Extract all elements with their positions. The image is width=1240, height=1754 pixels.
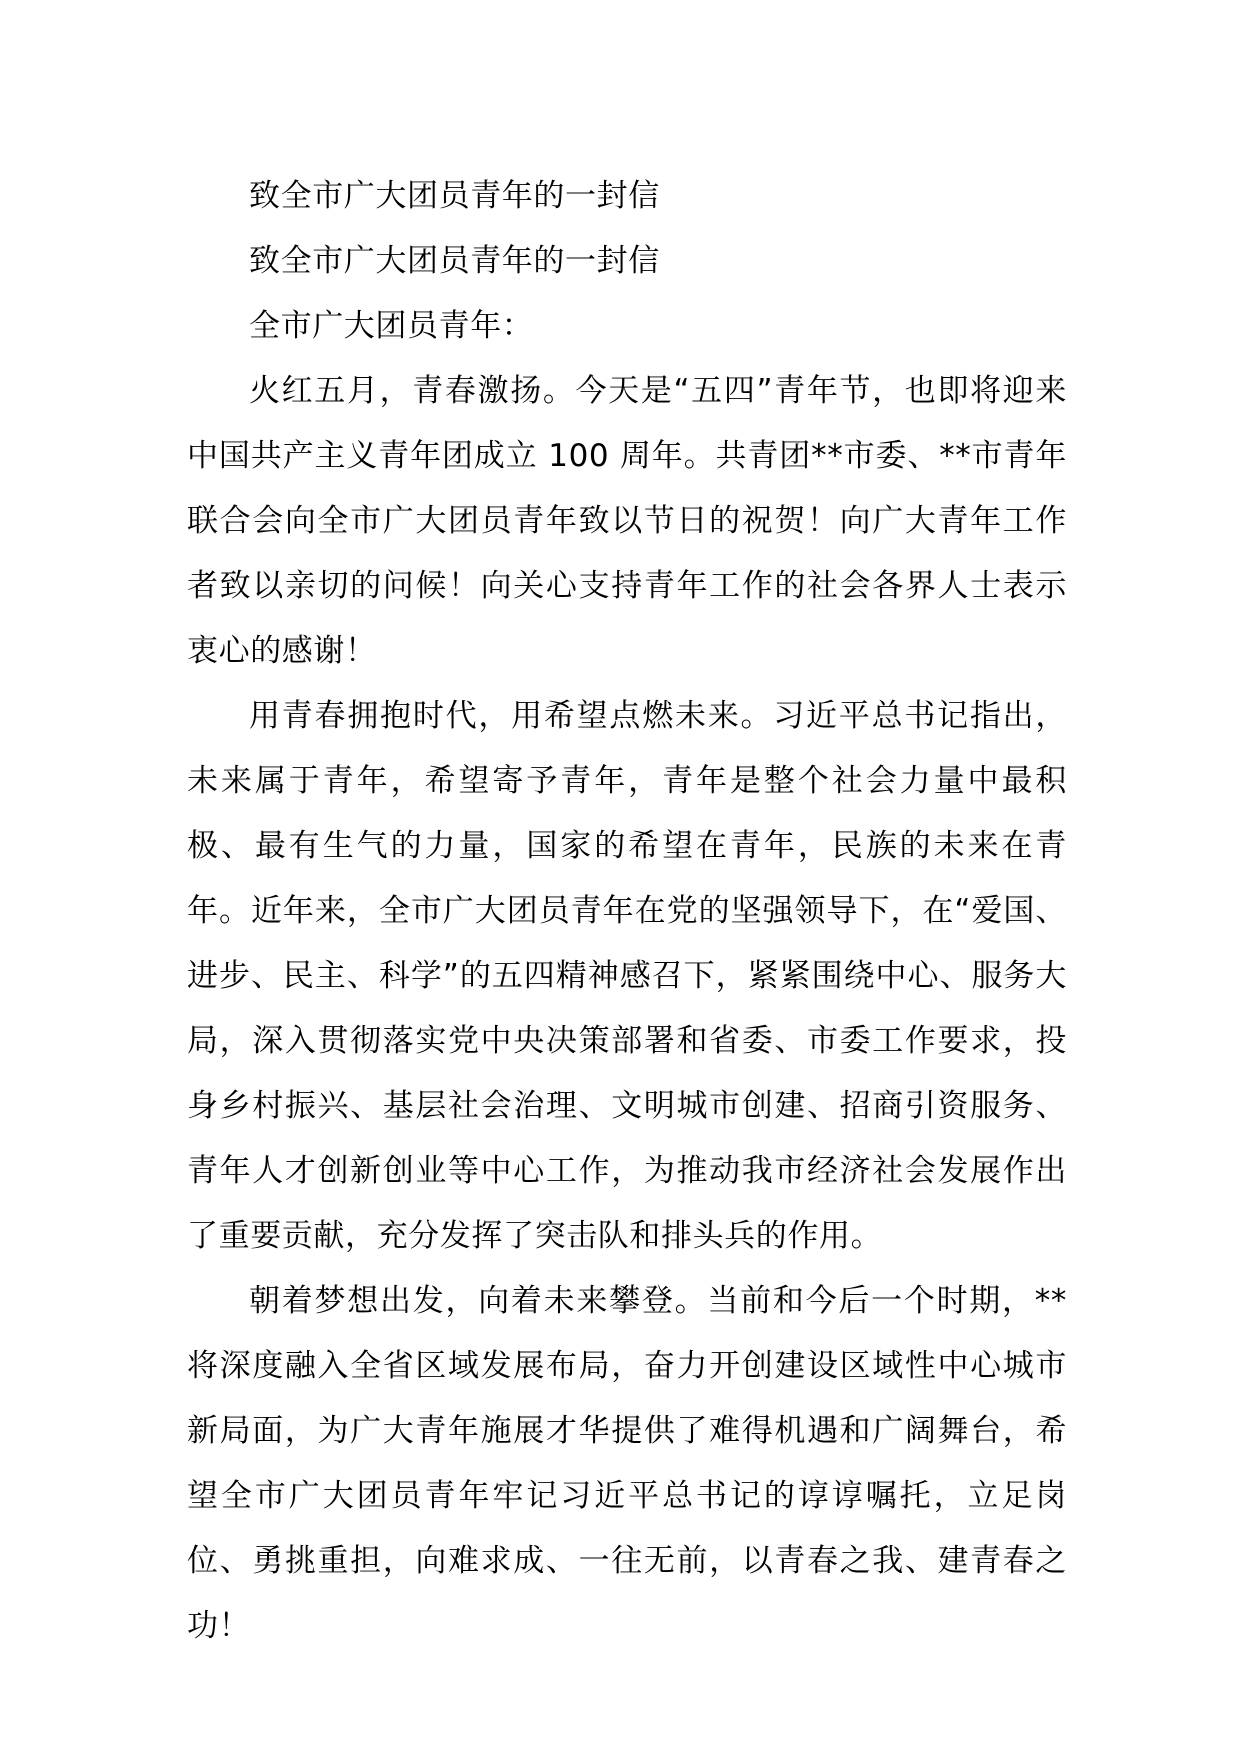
paragraph-1: 火红五月，青春激扬。今天是“五四”青年节，也即将迎来中国共产主义青年团成立 100 周年。共青团**市委、**市青年联合会向全市广大团员青年致以节日的祝贺！向广大青年工作者致以亲切的问候！向关心支持青年工作的社会各界人士表示衷心的感谢！	[187, 373, 1067, 669]
paragraph-3: 朝着梦想出发，向着未来攀登。当前和今后一个时期，**将深度融入全省区域发展布局，奋力开创建设区域性中心城市新局面，为广大青年施展才华提供了难得机遇和广阔舞台，希望全市广大团员青年牢记习近平总书记的谆谆嘱托，立足岗位、勇挑重担，向难求成、一往无前，以青春之我、建青春之功！	[187, 1283, 1067, 1644]
paragraph-2: 用青春拥抱时代，用希望点燃未来。习近平总书记指出，未来属于青年，希望寄予青年，青年是整个社会力量中最积极、最有生气的力量，国家的希望在青年，民族的未来在青年。近年来，全市广大团员青年在党的坚强领导下，在“爱国、进步、民主、科学”的五四精神感召下，紧紧围绕中心、服务大局，深入贯彻落实党中央决策部署和省委、市委工作要求，投身乡村振兴、基层社会治理、文明城市创建、招商引资服务、青年人才创新创业等中心工作，为推动我市经济社会发展作出了重要贡献，充分发挥了突击队和排头兵的作用。	[187, 698, 1067, 1254]
letter-title: 致全市广大团员青年的一封信	[249, 178, 660, 214]
letter-body	[187, 164, 1067, 1659]
letter-salutation: 全市广大团员青年：	[249, 308, 534, 344]
letter-subtitle: 致全市广大团员青年的一封信	[249, 243, 660, 279]
